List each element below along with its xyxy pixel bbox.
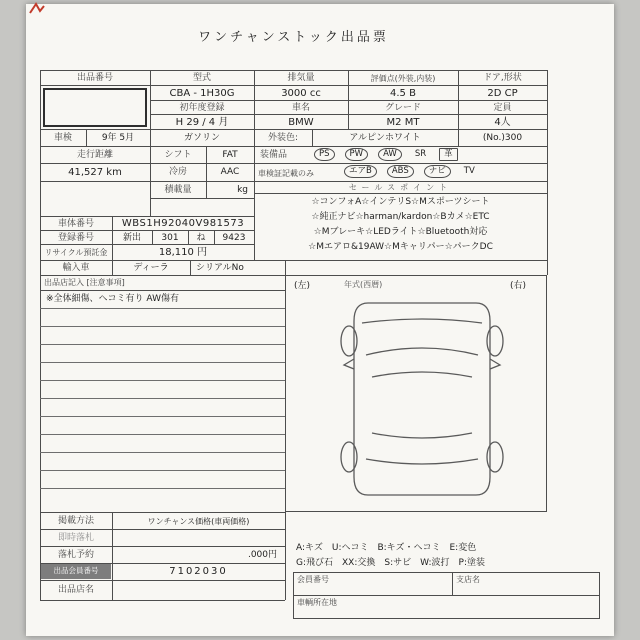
grid-line [40,290,285,291]
exterior-color-value: アルピンホワイト [349,133,421,143]
plate-region: 新出 [122,233,141,243]
diagram-year-label: 年式(西暦) [344,280,383,289]
capacity-value: 4人 [494,117,511,128]
first-reg-label: 初年度登録 [179,103,225,113]
inspection-value: 9年 5月 [101,133,135,143]
recycle-label: リサイクル預託金 [44,248,108,257]
member-no-value: 7102030 [169,566,228,577]
equipment-label: 装備品 [260,150,288,160]
sales-point-line: ☆コンフォA☆インテリS☆Mスポーツシート [311,197,490,207]
ruled-line [40,344,285,345]
grid-line [40,146,547,147]
sheet-title: ワンチャンストック出品票 [198,30,389,45]
ruled-line [40,326,285,327]
notes-line1: ※全体細傷、ヘコミ有り AW傷有 [46,294,179,304]
mileage-label: 走行距離 [76,150,113,160]
mileage-value: 41,527 km [68,167,122,178]
sales-point-line: ☆純正ナビ☆harman/kardon☆Bカメ☆ETC [311,212,490,222]
grid-line [40,230,254,231]
door-shape-label: ドア,形状 [483,73,522,83]
ruled-line [40,362,285,363]
auction-no-box [43,88,147,127]
notes-header: 出品店記入 [注意事項] [44,278,125,287]
grid-line [40,70,547,71]
grid-line [285,260,286,275]
score-label: 評価点(外装,内装) [370,74,436,83]
ruled-line [40,434,285,435]
red-pen-mark [28,2,46,16]
first-reg-value: H 29 / 4 月 [175,117,229,128]
grade-label: グレード [384,103,421,113]
damage-legend-line2: G:飛び石 XX:交換 S:サビ W:波打 P:塗装 [296,558,485,568]
equipment-badge-leather: 革 [439,148,458,161]
grid-line [40,216,254,217]
vehicle-location-box [293,595,600,619]
ruled-line [40,380,285,381]
auction-no-label: 出品番号 [76,73,113,83]
equipment-badge-airbag: エアB [344,165,377,178]
grid-line [190,260,191,275]
grade-value: M2 MT [386,117,420,128]
grid-line [285,512,286,600]
load-unit: kg [237,185,248,195]
ruled-line [40,308,285,309]
equipment-row1 [314,148,458,161]
damage-legend-line1: A:キズ U:ヘコミ B:キズ・ヘコミ E:変色 [296,543,477,553]
ruled-line [40,470,285,471]
serial-no-label: シリアルNo [196,263,244,273]
capacity-label: 定員 [493,103,512,113]
car-top-view-diagram [322,293,522,505]
equipment-badge-navi: ナビ [424,165,451,178]
exterior-color-no: (No.)300 [482,133,523,143]
bid-reserve-value: .000円 [247,550,277,560]
grid-line [254,193,547,194]
grid-line [40,181,547,182]
grid-line [254,146,255,181]
sales-points-header: セールスポイント [348,183,453,192]
branch-name-label: 支店名 [456,575,480,584]
ruled-line [40,416,285,417]
equipment-badge-tv: TV [463,166,475,176]
grid-line [40,129,547,130]
displacement-value: 3000 cc [281,88,321,99]
plate-number: 9423 [222,233,246,243]
shift-value: FAT [222,150,238,160]
plate-label: 登録番号 [57,233,94,243]
member-no-label-cell [41,564,111,579]
plate-kana: ね [196,233,206,243]
bid-reserve-label: 落札予約 [57,550,94,560]
ruled-line [40,398,285,399]
ac-value: AAC [220,167,240,177]
recycle-value: 18,110 円 [158,247,208,258]
fuel-value: ガソリン [183,133,220,143]
inspection-label: 車検 [53,133,72,143]
score-value: 4.5 B [390,88,416,99]
shift-label: シフト [164,150,192,160]
plate-class: 301 [161,233,179,243]
grid-line [40,546,285,547]
model-label: 型式 [192,73,211,83]
vin-label: 車体番号 [57,219,94,229]
member-no-label: 出品会員番号 [53,566,99,576]
import-value: ディーラ [133,263,169,273]
grid-line [40,512,285,513]
grid-line [40,600,285,601]
ruled-line [40,452,285,453]
grid-line [40,85,547,86]
diagram-right-label: (右) [510,281,527,291]
instant-bid-label: 即時落札 [57,533,94,543]
equipment-badge-ps: PS [314,148,335,161]
equipment-row2-label: 車検証記載のみ [258,169,314,178]
sales-point-line: ☆Mエアロ&19AW☆Mキャリパー☆パークDC [308,242,493,252]
grid-line [40,260,547,261]
member-number-label: 会員番号 [297,575,329,584]
sales-point-line: ☆Mブレーキ☆LEDライト☆Bluetooth対応 [313,227,488,237]
equipment-badge-abs: ABS [387,165,414,178]
listing-method-value: ワンチャンス価格(車両価格) [147,517,250,526]
listing-method-label: 掲載方法 [57,516,94,526]
grid-line [40,580,285,581]
equipment-row2 [344,165,478,178]
diagram-left-label: (左) [294,281,311,291]
grid-line [547,146,548,181]
load-label: 積載量 [164,185,192,195]
equipment-badge-sr: SR [414,149,427,159]
equipment-badge-aw: AW [378,148,402,161]
grid-line [40,163,547,164]
vehicle-location-label: 車輌所在地 [297,598,337,607]
grid-line [547,70,548,146]
grid-line [40,275,285,276]
door-shape-value: 2D CP [487,88,518,99]
grid-line [40,244,254,245]
car-name-value: BMW [288,117,314,128]
grid-line [40,290,41,512]
seller-name-label: 出品店名 [57,585,94,595]
grid-line [40,529,285,530]
vin-value: WBS1H92040V981573 [121,218,245,229]
ruled-line [40,488,285,489]
model-value: CBA - 1H30G [169,88,235,99]
grid-line [547,181,548,275]
car-name-label: 車名 [291,103,310,113]
exterior-color-label: 外装色: [267,133,299,143]
ac-label: 冷房 [168,167,187,177]
equipment-badge-pw: PW [345,148,369,161]
displacement-label: 排気量 [287,73,315,83]
grid-line [150,198,254,199]
import-label: 輸入車 [62,263,90,273]
